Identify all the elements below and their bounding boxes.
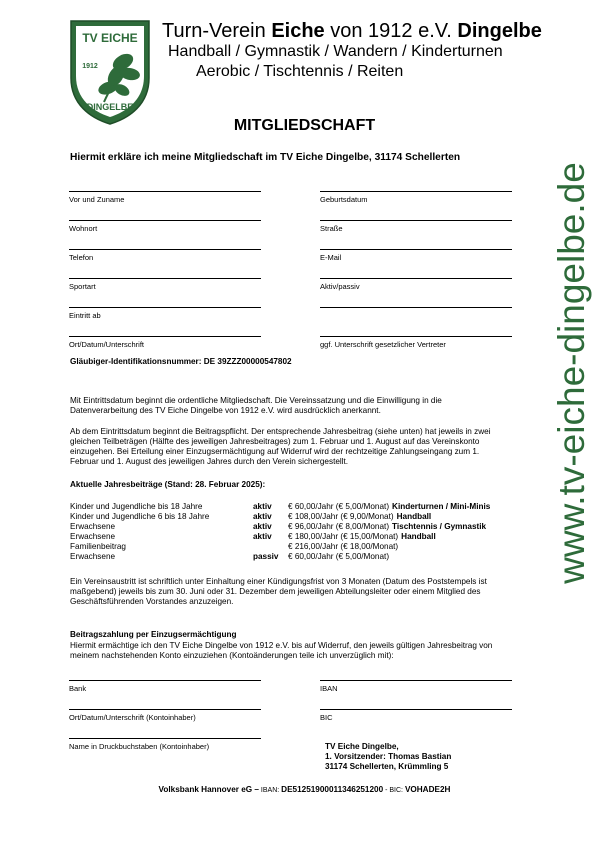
fee-status: aktiv	[253, 522, 272, 531]
fee-status	[253, 542, 288, 552]
fee-category: Erwachsene	[70, 522, 116, 531]
iban-label: IBAN	[320, 684, 338, 693]
sport-field[interactable]	[69, 278, 261, 291]
fee-status: aktiv	[253, 532, 272, 541]
club-name-part1: Turn-Verein	[162, 20, 272, 42]
bic-value: VOHADE2H	[404, 785, 451, 794]
membership-declaration: Hiermit erkläre ich meine Mitgliedschaft im TV Eiche Dingelbe, 31174 Schellerten	[70, 152, 461, 163]
fee-amount: € 60,00/Jahr (€ 5,00/Monat)	[288, 552, 390, 561]
active-passive-label: Aktiv/passiv	[320, 282, 360, 291]
print-name-label: Name in Druckbuchstaben (Kontoinhaber)	[69, 742, 210, 751]
document-title: MITGLIEDSCHAFT	[233, 117, 376, 134]
bank-label: Bank	[69, 684, 87, 693]
bank-name: Volksbank Hannover eG –	[158, 785, 259, 794]
signature-label: Ort/Datum/Unterschrift	[69, 340, 145, 349]
fee-amount: € 96,00/Jahr (€ 8,00/Monat)	[288, 522, 390, 531]
vertical-url-container	[547, 160, 597, 586]
club-name-eiche: Eiche	[271, 20, 325, 42]
fee-row	[70, 502, 490, 512]
entry-date-label: Eintritt ab	[69, 311, 101, 320]
cancellation-paragraph: Ein Vereinsaustritt ist schriftlich unter Einhaltung einer Kündigungsfrist von 3 Monaten (Datum des Poststempels ist maßgebend) jeweils bis zum 30. Juni oder 31. Dezember dem jeweiligen Abteilungsleiter oder einem Mitglied des Geschäftsführenden Vorstandes anzuzeigen.	[70, 577, 487, 606]
guardian-signature-field[interactable]	[320, 336, 512, 349]
phone-field[interactable]	[69, 249, 261, 262]
membership-paragraph: Mit Eintrittsdatum beginnt die ordentliche Mitgliedschaft. Die Vereinssatzung und die Einwilligung in die Datenverarbeitung des TV Eiche Dingelbe von 1912 e.V. wird ausdrücklich anerkannt.	[70, 396, 442, 415]
holder-signature-label: Ort/Datum/Unterschrift (Kontoinhaber)	[69, 713, 196, 722]
fee-amount: € 180,00/Jahr (€ 15,00/Monat)	[288, 532, 399, 541]
bic-label: BIC	[320, 713, 333, 722]
club-name-heading	[162, 20, 542, 42]
club-name-part2: von 1912 e.V.	[324, 20, 458, 42]
fees-table	[70, 502, 490, 562]
fee-category: Erwachsene	[70, 532, 116, 541]
fee-group: Kinderturnen / Mini-Minis	[392, 502, 491, 511]
logo-year-text: 1912	[82, 63, 98, 70]
website-url-vertical: www.tv-eiche-dingelbe.de	[551, 162, 592, 584]
sport-label: Sportart	[69, 282, 96, 291]
creditor-id: Gläubiger-Identifikationsnummer: DE 39ZZZ00000547802	[70, 357, 292, 366]
iban-value: DE51251900011346251200	[281, 785, 384, 794]
fee-category: Erwachsene	[70, 552, 116, 561]
fee-category: Kinder und Jugendliche bis 18 Jahre	[70, 502, 203, 511]
birthdate-field[interactable]	[320, 191, 512, 204]
address-line-3: 31174 Schellerten, Krümmling 5	[325, 762, 449, 771]
fee-row	[70, 512, 490, 522]
street-label: Straße	[320, 224, 343, 233]
fee-amount: € 216,00/Jahr (€ 18,00/Monat)	[288, 542, 399, 551]
club-name-dingelbe: Dingelbe	[457, 20, 542, 42]
sports-list-1: Handball / Gymnastik / Wandern / Kinderturnen	[168, 43, 503, 60]
fee-amount: € 60,00/Jahr (€ 5,00/Monat)	[288, 502, 390, 511]
street-field[interactable]	[320, 220, 512, 233]
fee-row	[70, 552, 490, 562]
fee-status: passiv	[253, 552, 279, 561]
sepa-paragraph: Hiermit ermächtige ich den TV Eiche Dingelbe von 1912 e.V. bis auf Widerruf, den jeweils gültigen Jahresbeitrag von meinem nachstehenden Konto einzuziehen (Kontoänderungen teile ich unverzüglich mit):	[70, 641, 493, 660]
iban-field[interactable]	[320, 680, 512, 693]
fee-row	[70, 542, 490, 552]
fee-amount: € 108,00/Jahr (€ 9,00/Monat)	[288, 512, 394, 521]
fee-category: Kinder und Jugendliche 6 bis 18 Jahre	[70, 512, 210, 521]
fee-category: Familienbeitrag	[70, 542, 126, 551]
entry-date-field[interactable]	[69, 307, 261, 320]
fee-status: aktiv	[253, 512, 272, 521]
city-label: Wohnort	[69, 224, 98, 233]
iban-caption: IBAN:	[258, 787, 282, 794]
fee-obligation-paragraph: Ab dem Eintrittsdatum beginnt die Beitragspflicht. Der entsprechende Jahresbeitrag (siehe unten) hat jeweils in zwei gleichen Teilbeträgen (Hälfte des jeweiligen Jahresbeitrages) zum 1. Februar und 1. August auf das Vereinskonto einzugehen. Bei Erteilung einer Einzugsermächtigung auf Widerruf wird der rechtzeitige Zahlungseingang zum 1. Februar und 1. August des jeweiligen Jahres durch den Verein sichergestellt.	[70, 427, 491, 466]
email-field[interactable]	[320, 249, 512, 262]
sepa-heading: Beitragszahlung per Einzugsermächtigung	[70, 630, 237, 639]
logo-top-text: TV EICHE	[82, 31, 138, 45]
fee-row	[70, 532, 490, 542]
signature-field[interactable]	[69, 336, 261, 349]
email-label: E-Mail	[320, 253, 342, 262]
address-line-2: 1. Vorsitzender: Thomas Bastian	[325, 752, 452, 761]
bic-field[interactable]	[320, 709, 512, 722]
fee-status: aktiv	[253, 502, 272, 511]
logo-bottom-text: DINGELBE	[86, 102, 134, 112]
fee-group: Handball	[396, 512, 432, 521]
bank-field[interactable]	[69, 680, 261, 693]
city-field[interactable]	[69, 220, 261, 233]
sports-list-2: Aerobic / Tischtennis / Reiten	[196, 63, 404, 80]
guardian-signature-label: ggf. Unterschrift gesetzlicher Vertreter	[320, 340, 446, 349]
club-address	[325, 742, 451, 772]
holder-signature-field[interactable]	[69, 709, 261, 722]
fee-group: Tischtennis / Gymnastik	[392, 522, 487, 531]
address-line-1: TV Eiche Dingelbe,	[325, 742, 399, 751]
club-logo	[68, 18, 152, 126]
name-label: Vor und Zuname	[69, 195, 125, 204]
entry-date-extra-line[interactable]	[320, 307, 512, 308]
phone-label: Telefon	[69, 253, 94, 262]
fee-group: Handball	[401, 532, 436, 541]
birthdate-label: Geburtsdatum	[320, 195, 368, 204]
active-passive-field[interactable]	[320, 278, 512, 291]
fee-row	[70, 522, 490, 532]
bic-caption: - BIC:	[383, 787, 405, 794]
print-name-field[interactable]	[69, 738, 261, 751]
fees-heading: Aktuelle Jahresbeiträge (Stand: 28. Februar 2025):	[70, 480, 266, 489]
name-field[interactable]	[69, 191, 261, 204]
bank-details-line	[0, 785, 609, 794]
